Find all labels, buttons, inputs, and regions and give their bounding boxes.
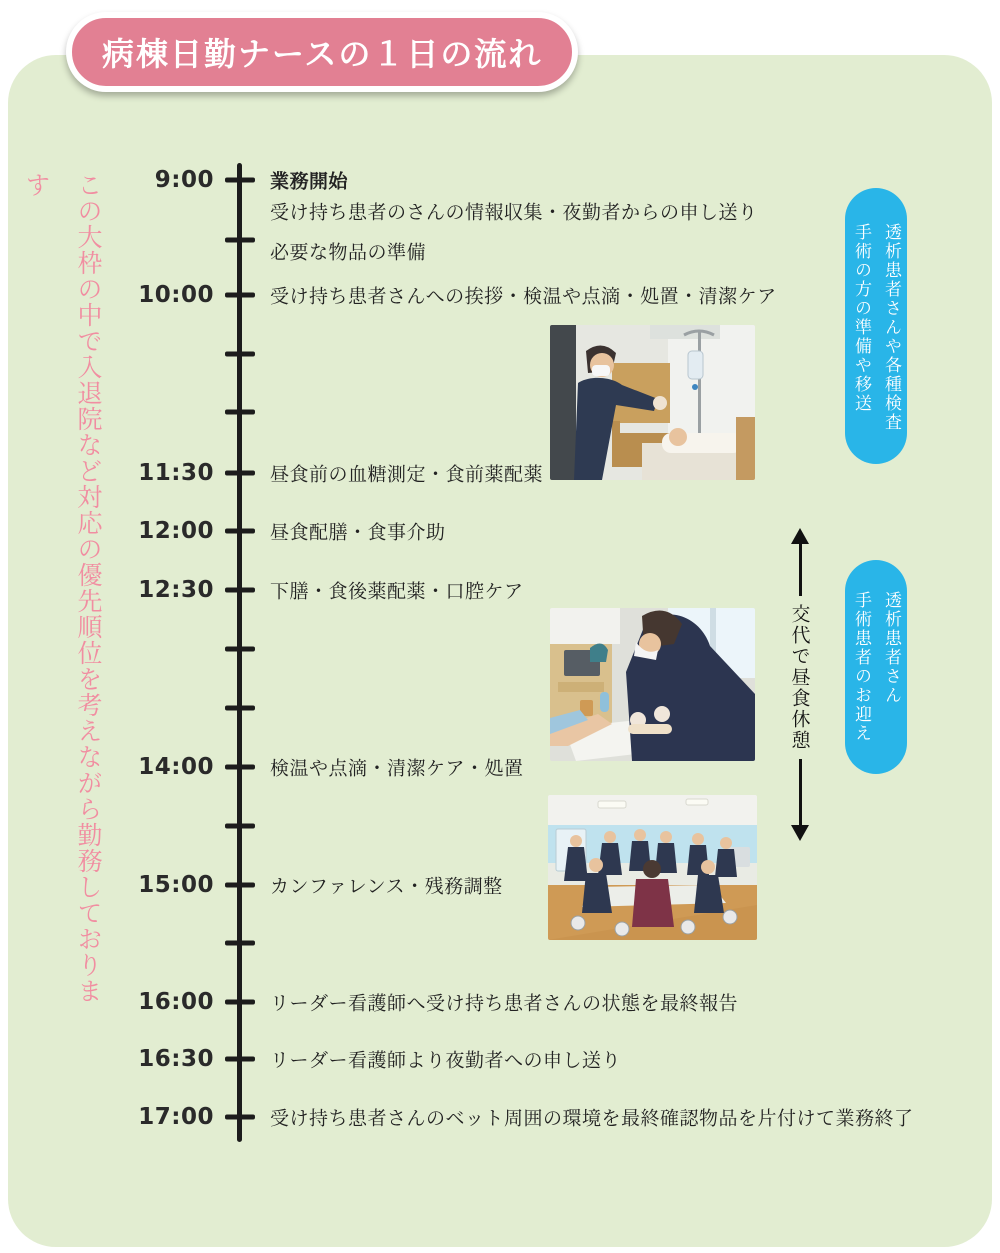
callout-dialysis-pickup: 透析患者さん 手術患者のお迎え bbox=[845, 560, 907, 774]
photo-nurse-iv-drip-art bbox=[550, 325, 755, 480]
timeline-tick bbox=[225, 883, 255, 888]
timeline-tick bbox=[225, 1000, 255, 1005]
time-label: 12:00 bbox=[138, 518, 214, 544]
time-label: 12:30 bbox=[138, 577, 214, 603]
arrow-line bbox=[799, 759, 802, 825]
task-label: 必要な物品の準備 bbox=[270, 241, 427, 264]
time-label: 14:00 bbox=[138, 754, 214, 780]
timeline-tick bbox=[225, 238, 255, 243]
timeline-tick bbox=[225, 765, 255, 770]
photo-nurse-hand-care-art bbox=[550, 608, 755, 761]
task-label: 検温や点滴・清潔ケア・処置 bbox=[270, 757, 524, 780]
timeline-tick bbox=[225, 647, 255, 652]
timeline-tick bbox=[225, 293, 255, 298]
title-pill bbox=[66, 12, 578, 92]
photo-conference-art bbox=[548, 795, 757, 940]
time-label: 11:30 bbox=[138, 460, 214, 486]
timeline-tick bbox=[225, 824, 255, 829]
time-label: 16:30 bbox=[138, 1046, 214, 1072]
timeline-tick bbox=[225, 1115, 255, 1120]
timeline-tick bbox=[225, 471, 255, 476]
time-label: 9:00 bbox=[154, 167, 214, 193]
timeline-tick bbox=[225, 410, 255, 415]
photo-nurse-hand-care bbox=[550, 608, 755, 761]
task-label: 受け持ち患者さんのベット周囲の環境を最終確認物品を片付けて業務終了 bbox=[270, 1107, 914, 1130]
timeline-axis bbox=[237, 163, 242, 1142]
arrow-down-icon bbox=[791, 825, 809, 841]
task-label: リーダー看護師へ受け持ち患者さんの状態を最終報告 bbox=[270, 992, 739, 1015]
task-label: 業務開始 bbox=[270, 170, 349, 193]
lunch-break-arrow bbox=[785, 528, 815, 841]
task-label: 下膳・食後薬配薬・口腔ケア bbox=[270, 580, 524, 603]
timeline-tick bbox=[225, 352, 255, 357]
time-label: 10:00 bbox=[138, 282, 214, 308]
callout-dialysis-prep: 透析患者さんや各種検査 手術の方の準備や移送 bbox=[845, 188, 907, 464]
timeline-tick bbox=[225, 178, 255, 183]
timeline-tick bbox=[225, 706, 255, 711]
timeline-tick bbox=[225, 588, 255, 593]
arrow-up-icon bbox=[791, 528, 809, 544]
task-label: リーダー看護師より夜勤者への申し送り bbox=[270, 1049, 622, 1072]
photo-conference bbox=[548, 795, 757, 940]
task-label: 受け持ち患者のさんの情報収集・夜勤者からの申し送り bbox=[270, 201, 758, 224]
timeline-tick bbox=[225, 529, 255, 534]
time-label: 15:00 bbox=[138, 872, 214, 898]
task-label: 昼食配膳・食事介助 bbox=[270, 521, 446, 544]
time-label: 16:00 bbox=[138, 989, 214, 1015]
task-label: カンファレンス・残務調整 bbox=[270, 875, 503, 898]
time-label: 17:00 bbox=[138, 1104, 214, 1130]
page-title: 病棟日勤ナースの１日の流れ bbox=[102, 35, 543, 73]
timeline-tick bbox=[225, 941, 255, 946]
timeline-tick bbox=[225, 1057, 255, 1062]
task-label: 昼食前の血糖測定・食前薬配薬 bbox=[270, 463, 544, 486]
arrow-line bbox=[799, 544, 802, 596]
side-note-vertical-text: この大枠の中で入退院など対応の優先順位を考えながら勤務しております bbox=[22, 172, 103, 1004]
lunch-break-label: 交代で昼食休憩 bbox=[788, 604, 811, 751]
photo-nurse-iv-drip bbox=[550, 325, 755, 480]
task-label: 受け持ち患者さんへの挨拶・検温や点滴・処置・清潔ケア bbox=[270, 285, 777, 308]
